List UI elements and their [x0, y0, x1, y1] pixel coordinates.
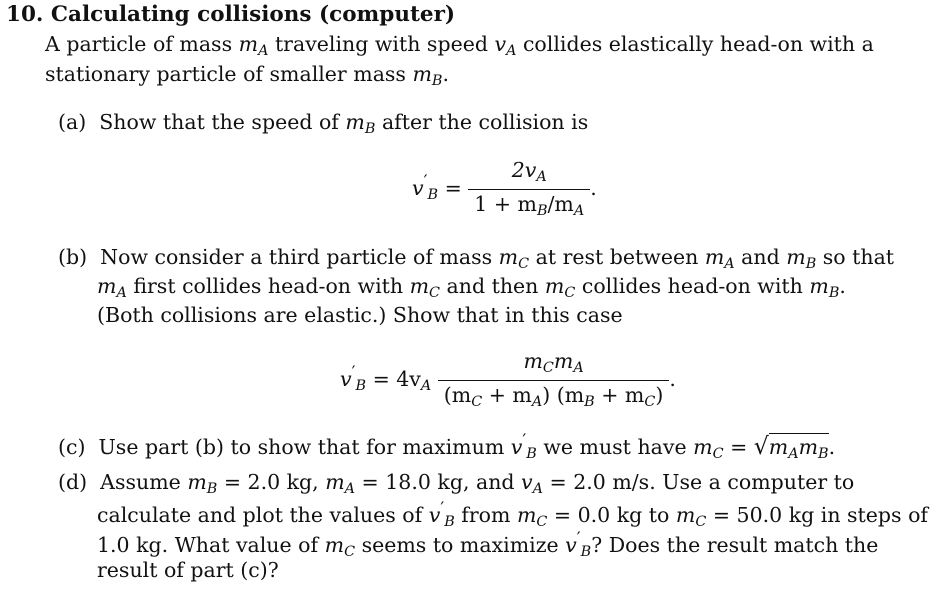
sqrt-symbol: √ [753, 431, 769, 460]
intro-line-2: stationary particle of smaller mass $m_B$. [45, 62, 449, 90]
problem-title: Calculating collisions (computer) [50, 2, 456, 27]
part-c-text: (c) Use part (b) to show that for maximum $v'_B$ we must have $m_C = √m_Am_B$. [58, 431, 836, 462]
fraction-a: $\frac{2v_A}{1 + m_B/m_A}$ [468, 159, 590, 220]
part-b-line-3: (Both collisions are elastic.) Show that in this case [97, 303, 623, 327]
problem-heading [6, 4, 455, 26]
part-d-line-4: result of part (c)? [97, 558, 279, 582]
part-d-line-3: 1.0 kg. What value of $m_C$ seems to maximize $v'_B$? Does the result match the [97, 529, 879, 560]
part-d-line-1: (d) Assume $m_B = 2.0$ kg, $m_A = 18.0$ kg, and $v_A = 2.0$ m/s. Use a computer to [58, 470, 855, 498]
equation-b: $v'_B = 4v_A$ $\frac{m_Cm_A}{(m_C + m_A) (m_B + m_C)}$ . [340, 349, 676, 410]
part-b-line-1: (b) Now consider a third particle of mass $m_C$ at rest between $m_A$ and $m_B$ so that [58, 245, 895, 273]
fraction-b: $\frac{m_Cm_A}{(m_C + m_A) (m_B + m_C)}$ [438, 350, 670, 411]
part-b-line-2: $m_A$ first collides head-on with $m_C$ and then $m_C$ collides head-on with $m_B$. [97, 274, 846, 302]
part-a-label: (a) [58, 110, 87, 134]
sqrt-radicand: $m_Am_B$ [768, 434, 829, 462]
part-c-label: (c) [58, 434, 86, 459]
part-b-label: (b) [58, 245, 88, 269]
part-a-text: (a) Show that the speed of $m_B$ after the collision is [58, 110, 589, 138]
problem-number: 10. [6, 2, 44, 27]
intro-line-1: A particle of mass $m_A$ traveling with speed $v_A$ collides elastically head-on with a [45, 32, 874, 60]
part-d-line-2: calculate and plot the values of $v'_B$ from $m_C = 0.0$ kg to $m_C = 50.0$ kg in steps of [97, 499, 929, 530]
part-d-label: (d) [58, 470, 88, 494]
equation-a: $v'_B$ = $\frac{2v_A}{1 + m_B/m_A}$ . [412, 158, 597, 219]
